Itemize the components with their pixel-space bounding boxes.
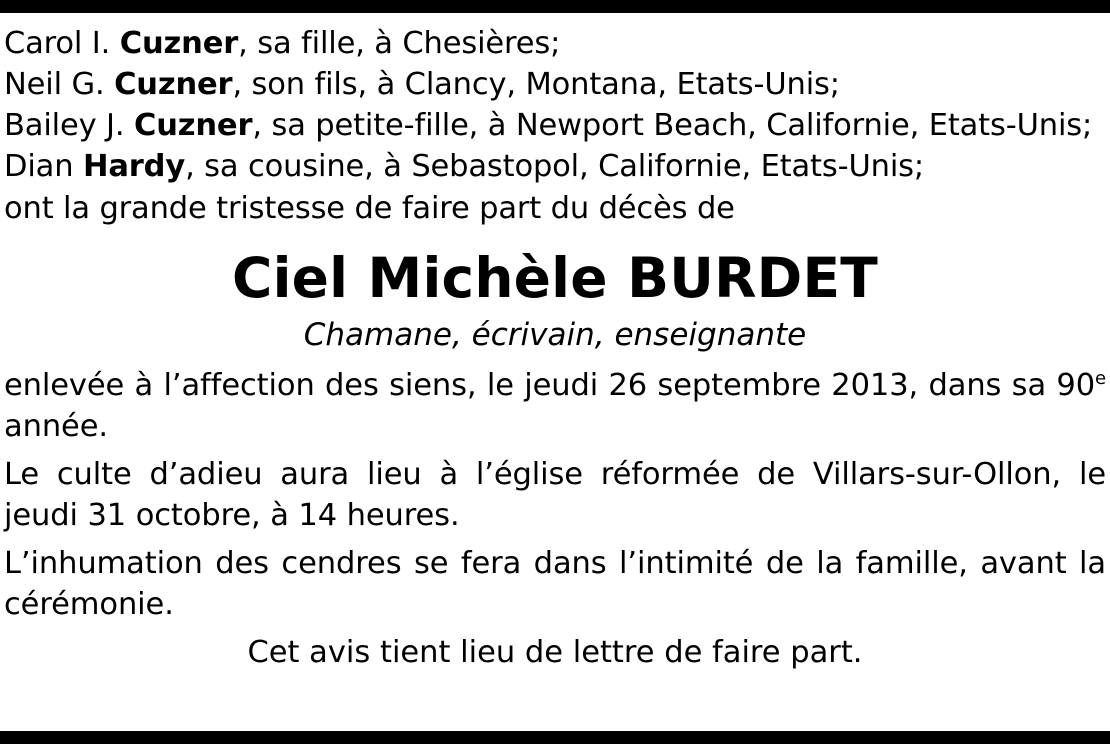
survivor-relation-place: , son fils, à Clancy, Montana, Etats-Unis;	[232, 67, 840, 102]
survivor-line	[4, 64, 1106, 105]
deceased-role: Chamane, écrivain, enseignante	[303, 317, 807, 353]
ordinal-suffix: e	[1095, 367, 1106, 389]
survivor-family-name: Cuzner	[133, 108, 253, 143]
survivor-family-name: Cuzner	[119, 26, 239, 61]
service-paragraph: Le culte d’adieu aura lieu à l’église réformée de Villars-sur-Ollon, le jeudi 31 octobre, à 14 heures.	[4, 457, 1106, 533]
survivor-given-name: Dian	[4, 149, 83, 184]
survivor-line	[4, 105, 1106, 146]
burial-paragraph: L’inhumation des cendres se fera dans l’intimité de la famille, avant la cérémonie.	[4, 546, 1106, 622]
deceased-name: Ciel Michèle BURDET	[232, 246, 878, 310]
top-rule	[0, 0, 1110, 13]
survivor-relation-place: , sa cousine, à Sebastopol, Californie, Etats-Unis;	[185, 149, 925, 184]
survivor-line	[4, 146, 1106, 187]
survivor-family-name: Hardy	[82, 149, 186, 184]
notice-body	[0, 13, 1110, 731]
passing-paragraph	[4, 365, 1106, 447]
passing-text-start: enlevée à l’affection des siens, le jeudi 26 septembre 2013, dans sa 90	[4, 368, 1096, 403]
survivor-given-name: Carol I.	[4, 26, 120, 61]
survivor-given-name: Bailey J.	[4, 108, 134, 143]
survivor-line	[4, 23, 1106, 64]
passing-text-end: année.	[4, 409, 108, 444]
survivor-relation-place: , sa petite-fille, à Newport Beach, Californie, Etats-Unis;	[252, 108, 1093, 143]
survivor-relation-place: , sa fille, à Chesières;	[238, 26, 561, 61]
announcement-intro: ont la grande tristesse de faire part du décès de	[4, 191, 735, 226]
survivor-family-name: Cuzner	[114, 67, 233, 102]
bottom-rule	[0, 731, 1110, 744]
survivor-given-name: Neil G.	[4, 67, 115, 102]
closing-statement: Cet avis tient lieu de lettre de faire part.	[247, 635, 863, 670]
